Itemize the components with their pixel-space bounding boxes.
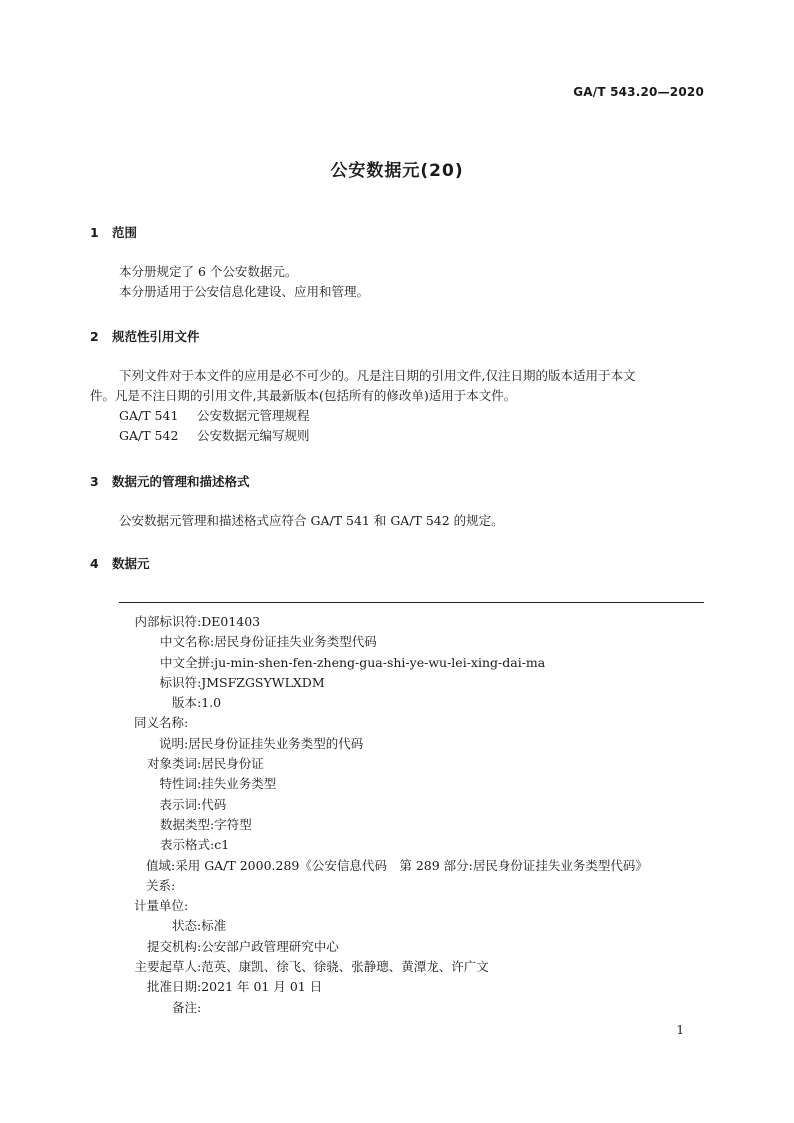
field-value: 2021 年 01 月 01 日 <box>201 979 323 995</box>
field-value: c1 <box>214 837 230 853</box>
data-element-row <box>119 713 719 733</box>
data-element-row <box>119 612 719 632</box>
field-separator: : <box>197 979 202 995</box>
data-element-row <box>119 876 719 896</box>
field-label: 计量单位 <box>133 898 184 914</box>
reference-title: 公安数据元管理规程 <box>197 408 310 423</box>
data-element-row <box>119 856 719 876</box>
section-title: 数据元的管理和描述格式 <box>112 474 250 489</box>
page-number: 1 <box>676 1023 684 1037</box>
field-label: 同义名称 <box>133 715 184 731</box>
field-value: 公安部户政管理研究中心 <box>201 938 339 954</box>
section-number: 2 <box>90 329 99 344</box>
field-label: 中文全拼 <box>159 654 210 670</box>
field-label: 特性词 <box>159 776 197 792</box>
field-label: 内部标识符 <box>134 614 197 629</box>
data-element-row <box>119 896 719 916</box>
field-label: 状态 <box>171 918 197 934</box>
field-separator: : <box>197 776 202 792</box>
field-separator: : <box>184 735 189 751</box>
field-separator: : <box>197 959 202 975</box>
field-separator: : <box>197 756 202 772</box>
field-label: 标识符 <box>159 674 197 690</box>
field-value: 居民身份证挂失业务类型的代码 <box>188 735 364 751</box>
field-value: DE01403 <box>201 614 261 629</box>
field-label: 表示词 <box>159 796 197 812</box>
section-title: 范围 <box>112 225 138 240</box>
data-element-row <box>119 957 719 977</box>
field-label: 提交机构 <box>146 938 197 954</box>
data-element-row <box>119 835 719 855</box>
field-label: 批准日期 <box>146 979 197 995</box>
reference-code: GA/T 542 <box>119 428 179 443</box>
reference-item <box>90 406 710 426</box>
data-element-row <box>119 653 719 673</box>
field-value: 居民身份证 <box>201 756 264 772</box>
section-number: 1 <box>90 225 99 240</box>
data-element-row <box>119 815 719 835</box>
section-title: 规范性引用文件 <box>112 329 200 344</box>
document-title: 公安数据元(20) <box>330 161 464 181</box>
field-separator: : <box>171 857 176 873</box>
field-value: 居民身份证挂失业务类型代码 <box>214 634 377 650</box>
field-separator: : <box>197 999 202 1015</box>
data-element-row <box>119 937 719 957</box>
data-element-row <box>119 998 719 1018</box>
field-separator: : <box>210 816 215 832</box>
field-value: JMSFZGSYWLXDM <box>201 674 325 690</box>
data-element-row <box>119 754 719 774</box>
paragraph-line: 公安数据元管理和描述格式应符合 GA/T 541 和 GA/T 542 的规定。 <box>119 513 504 528</box>
section-2-heading <box>90 327 200 345</box>
data-element-row <box>119 977 719 997</box>
section-number: 4 <box>90 556 99 571</box>
field-separator: : <box>197 938 202 954</box>
field-separator: : <box>197 674 202 690</box>
field-label: 版本 <box>171 695 197 711</box>
field-separator: : <box>197 796 202 812</box>
divider-line <box>119 602 704 603</box>
field-separator: : <box>197 918 202 934</box>
field-value: 挂失业务类型 <box>201 776 277 792</box>
field-value: 标准 <box>201 918 227 934</box>
paragraph-line: 件。凡是不注日期的引用文件,其最新版本(包括所有的修改单)适用于本文件。 <box>90 388 517 403</box>
data-element-list <box>119 612 719 1018</box>
section-3-heading <box>90 472 250 490</box>
section-4-heading <box>90 554 150 572</box>
reference-title: 公安数据元编写规则 <box>197 428 310 443</box>
field-separator: : <box>171 877 176 893</box>
field-label: 值域 <box>145 857 171 873</box>
field-label: 备注 <box>171 999 197 1015</box>
field-separator: : <box>184 898 189 914</box>
section-2-body <box>90 366 710 446</box>
paragraph-line: 本分册规定了 6 个公安数据元。 <box>119 264 298 279</box>
section-1-body <box>119 262 369 302</box>
section-1-heading <box>90 223 137 241</box>
section-number: 3 <box>90 474 99 489</box>
field-value: 范英、康凯、徐飞、徐骁、张静璁、黄潭龙、许广文 <box>201 959 489 975</box>
field-separator: : <box>210 634 215 650</box>
field-label: 主要起草人 <box>134 959 197 975</box>
paragraph-line: 下列文件对于本文件的应用是必不可少的。凡是注日期的引用文件,仅注日期的版本适用于本文 <box>119 368 636 383</box>
field-separator: : <box>210 837 215 853</box>
field-value: 代码 <box>201 796 227 812</box>
field-value: 采用 GA/T 2000.289《公安信息代码 第 289 部分:居民身份证挂失业务类型代码》 <box>175 857 648 873</box>
reference-code: GA/T 541 <box>119 408 179 423</box>
field-value: 1.0 <box>201 695 222 711</box>
field-label: 中文名称 <box>159 634 210 650</box>
field-label: 关系 <box>145 877 171 893</box>
field-label: 对象类词 <box>146 756 197 772</box>
data-element-row <box>119 693 719 713</box>
data-element-row <box>119 673 719 693</box>
data-element-row <box>119 632 719 652</box>
field-separator: : <box>210 654 215 670</box>
reference-item <box>90 426 710 446</box>
data-element-row <box>119 795 719 815</box>
field-label: 说明 <box>158 735 184 751</box>
standard-number: GA/T 543.20—2020 <box>573 85 704 99</box>
section-3-body <box>119 511 504 531</box>
field-label: 表示格式 <box>159 837 210 853</box>
field-value: 字符型 <box>214 816 252 832</box>
field-label: 数据类型 <box>159 816 210 832</box>
data-element-row <box>119 774 719 794</box>
field-separator: : <box>197 695 202 711</box>
field-value: ju-min-shen-fen-zheng-gua-shi-ye-wu-lei-xing-dai-ma <box>214 654 546 670</box>
data-element-row <box>119 734 719 754</box>
section-title: 数据元 <box>112 556 150 571</box>
field-separator: : <box>184 715 189 731</box>
data-element-row <box>119 916 719 936</box>
paragraph-line: 本分册适用于公安信息化建设、应用和管理。 <box>119 284 370 299</box>
field-separator: : <box>197 614 202 629</box>
